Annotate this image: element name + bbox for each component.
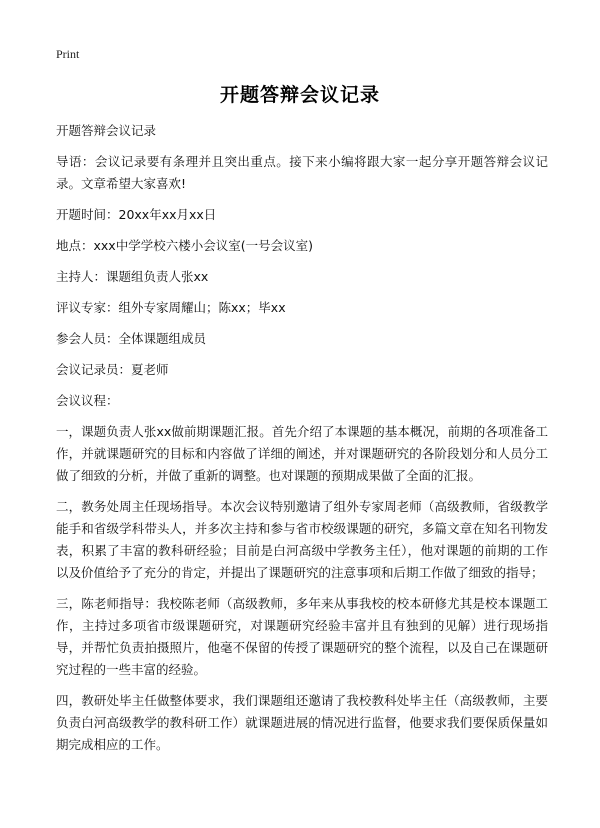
intro-paragraph: 导语：会议记录要有条理并且突出重点。接下来小编将跟大家一起分享开题答辩会议记录。文章希望大家喜欢! bbox=[56, 154, 548, 191]
agenda-item-4: 四，教研处毕主任做整体要求，我们课题组还邀请了我校教科处毕主任（高级教师，主要负责白河高级教学的教科研工作）就课题进展的情况进行监督，他要求我们要保质保量如期完成相应的工作。 bbox=[56, 693, 548, 752]
meeting-attendees: 参会人员：全体课题组成员 bbox=[56, 331, 207, 346]
agenda-item-3: 三，陈老师指导：我校陈老师（高级教师，多年来从事我校的校本研修尤其是校本课题工作，主持过多项省市级课题研究，对课题研究经验丰富并且有独到的见解）进行现场指导，并帮忙负责拍摄照片，他毫不保留的传授了课题研究的整个流程，以及自己在课题研究过程的一些丰富的经验。 bbox=[56, 596, 548, 677]
meeting-location: 地点：xxx中学学校六楼小会议室(一号会议室) bbox=[56, 238, 313, 253]
document-subtitle: 开题答辩会议记录 bbox=[56, 123, 157, 138]
meeting-recorder: 会议记录员：夏老师 bbox=[56, 362, 169, 377]
document-body bbox=[56, 120, 548, 765]
meeting-time: 开题时间：20xx年xx月xx日 bbox=[56, 207, 217, 222]
meeting-host: 主持人：课题组负责人张xx bbox=[56, 269, 209, 284]
document-title: 开题答辩会议记录 bbox=[219, 84, 380, 106]
meeting-experts: 评议专家：组外专家周耀山；陈xx；毕xx bbox=[56, 300, 286, 315]
agenda-item-2: 二，教务处周主任现场指导。本次会议特别邀请了组外专家周老师（高级教师，省级教学能手和省级学科带头人，并多次主持和参与省市校级课题的研究，多篇文章在知名刊物发表，积累了丰富的教科研经验；目前是白河高级中学教务主任），他对课题的前期的工作以及价值给予了充分的肯定，并提出了课题研究的注意事项和后期工作做了细致的指导； bbox=[56, 499, 548, 580]
agenda-title: 会议议程： bbox=[56, 393, 119, 408]
print-label: Print bbox=[56, 47, 80, 61]
agenda-item-1: 一，课题负责人张xx做前期课题汇报。首先介绍了本课题的基本概况，前期的各项准备工作，并就课题研究的目标和内容做了详细的阐述，并对课题研究的各阶段划分和人员分工做了细致的分析，并做了重新的调整。也对课题的预期成果做了全面的汇报。 bbox=[56, 424, 548, 483]
